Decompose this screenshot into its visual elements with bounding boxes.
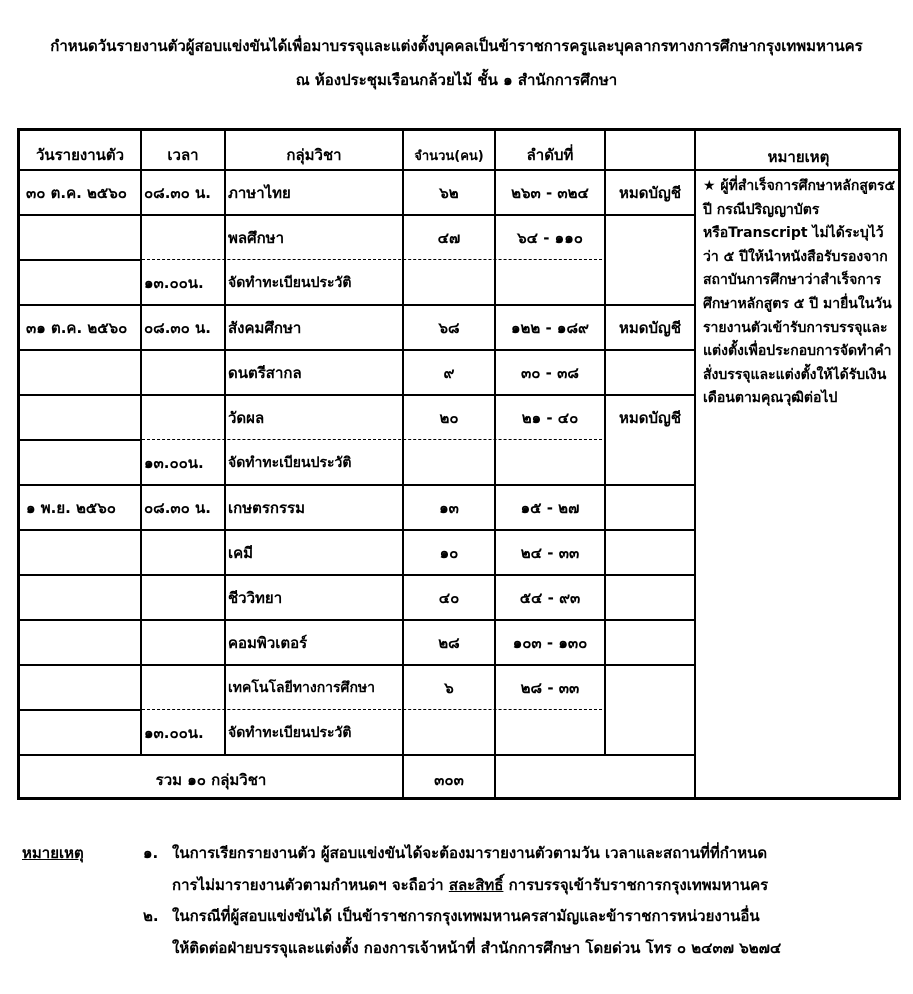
cell-order: ๒๑ - ๔๐: [521, 409, 579, 427]
cell-subject: เคมี: [228, 544, 254, 562]
cell-subject: ชีววิทยา: [228, 589, 283, 607]
cell-count: ๖๘: [438, 319, 460, 337]
cell-count: ๙: [443, 364, 455, 382]
document-title: กำหนดวันรายงานตัวผู้สอบแข่งขันได้เพื่อมาบรรจุและแต่งตั้งบุคคลเป็นข้าราชการครูและบุคลากรทางการศึกษากรุงเทพมหานคร: [50, 37, 863, 55]
cell-subject: สังคมศึกษา: [228, 319, 302, 337]
total-label: รวม ๑๐ กลุ่มวิชา: [155, 771, 267, 789]
cell-date: ๓๐ ต.ค. ๒๕๖๐: [26, 184, 127, 202]
cell-list: หมดบัญชี: [619, 184, 681, 202]
cell-order: ๖๔ - ๑๑๐: [517, 229, 583, 247]
cell-count: ๑๓: [439, 499, 459, 517]
cell-time: ๐๘.๓๐ น.: [144, 499, 212, 517]
cell-subject: จัดทำทะเบียนประวัติ: [228, 455, 352, 471]
cell-time: ๑๓.๐๐น.: [144, 274, 204, 292]
cell-count: ๔๐: [438, 589, 460, 607]
header-order: ลำดับที่: [526, 146, 574, 164]
cell-count: ๒๐: [439, 409, 459, 427]
cell-subject: เทคโนโลยีทางการศึกษา: [228, 680, 376, 696]
cell-time: ๐๘.๓๐ น.: [144, 319, 212, 337]
header-remark: หมายเหตุ: [767, 148, 830, 166]
cell-subject: เกษตรกรรม: [228, 499, 305, 517]
cell-time: ๑๓.๐๐น.: [144, 454, 204, 472]
cell-date: ๓๑ ต.ค. ๒๕๖๐: [26, 319, 128, 337]
cell-subject: จัดทำทะเบียนประวัติ: [228, 725, 352, 741]
remark-note: ★ ผู้ที่สำเร็จการศึกษาหลักสูตร๕ ปี กรณีปริญญาบัตรหรือTranscript ไม่ได้ระบุไว้ว่า ๕ ปีให้นำหนังสือรับรองจากสถาบันการศึกษาว่าสำเร็จการศึกษาหลักสูตร ๕ ปี มายื่นในวันรายงานตัวเข้ารับการบรรจุและแต่งตั้งเพื่อประกอบการจัดทำคำสั่งบรรจุและแต่งตั้งให้ได้รับเงินเดือนตามคุณวุฒิต่อไป: [703, 178, 896, 407]
cell-list: หมดบัญชี: [619, 409, 681, 427]
forfeit-text: สละสิทธิ์: [448, 876, 504, 894]
cell-subject: จัดทำทะเบียนประวัติ: [228, 275, 352, 291]
cell-subject: ภาษาไทย: [228, 184, 291, 202]
cell-order: ๒๔ - ๓๓: [520, 544, 580, 562]
cell-count: ๔๗: [437, 229, 461, 247]
footer-line-1b-pre: การไม่มารายงานตัวตามกำหนดฯ จะถือว่า: [172, 876, 449, 894]
cell-count: ๖: [444, 679, 454, 697]
schedule-table: [17, 128, 901, 800]
cell-order: ๑๕ - ๒๗: [520, 499, 580, 517]
cell-order: ๒๖๓ - ๓๒๔: [511, 184, 589, 202]
header-count: จำนวน(คน): [414, 149, 484, 164]
cell-subject: ดนตรีสากล: [228, 364, 302, 382]
header-subject: กลุ่มวิชา: [286, 146, 342, 164]
cell-order: ๑๒๒ - ๑๘๙: [510, 319, 590, 337]
cell-count: ๒๘: [438, 634, 460, 652]
header-time: เวลา: [167, 146, 199, 164]
cell-count: ๖๒: [439, 184, 459, 202]
document-subtitle: ณ ห้องประชุมเรือนกล้วยไม้ ชั้น ๑ สำนักการศึกษา: [295, 71, 618, 89]
total-count: ๓๐๓: [434, 771, 464, 789]
cell-list: หมดบัญชี: [619, 319, 681, 337]
cell-time: ๐๘.๓๐ น.: [144, 184, 212, 202]
cell-order: ๕๔ - ๙๓: [519, 589, 581, 607]
footer-line-1b: [172, 875, 768, 895]
cell-time: ๑๓.๐๐น.: [144, 724, 204, 742]
cell-order: ๒๘ - ๓๓: [520, 679, 580, 697]
footer-line-2a: ในกรณีที่ผู้สอบแข่งขันได้ เป็นข้าราชการกรุงเทพมหานครสามัญและข้าราชการหน่วยงานอื่น: [172, 907, 760, 925]
cell-count: ๑๐: [439, 544, 459, 562]
footer-line-2b: ให้ติดต่อฝ่ายบรรจุและแต่งตั้ง กองการเจ้าหน้าที่ สำนักการศึกษา โดยด่วน โทร ๐ ๒๔๓๗ ๖๒๗๔: [172, 939, 782, 957]
cell-order: ๑๐๓ - ๑๓๐: [512, 634, 588, 652]
footer-line-1b-post: การบรรจุเข้ารับราชการกรุงเทพมหานคร: [503, 876, 769, 894]
footer-number-1: ๑.: [143, 844, 159, 862]
cell-subject: วัดผล: [228, 409, 265, 427]
cell-subject: พลศึกษา: [228, 229, 284, 247]
footer-heading: หมายเหตุ: [22, 844, 84, 862]
cell-date: ๑ พ.ย. ๒๕๖๐: [26, 499, 116, 517]
header-date: วันรายงานตัว: [35, 146, 125, 164]
cell-order: ๓๐ - ๓๘: [521, 364, 579, 382]
footer-line-1a: ในการเรียกรายงานตัว ผู้สอบแข่งขันได้จะต้องมารายงานตัวตามวัน เวลาและสถานที่ที่กำหนด: [172, 844, 768, 862]
footer-number-2: ๒.: [143, 907, 159, 925]
cell-subject: คอมพิวเตอร์: [228, 634, 308, 652]
